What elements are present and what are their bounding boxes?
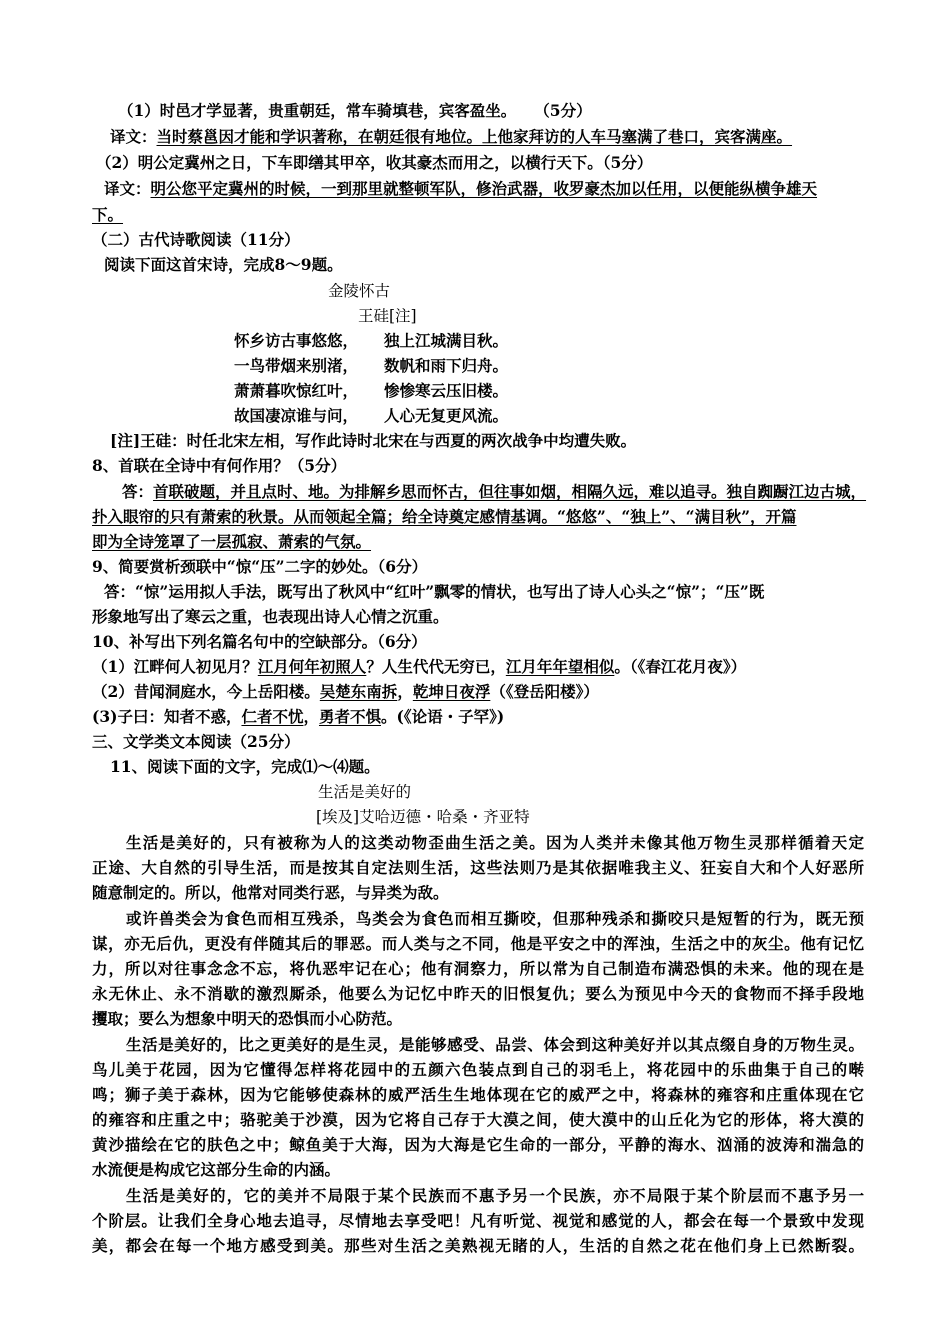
poem-title: 金陵怀古 xyxy=(328,282,391,300)
q10-l3-source: 。(《论语・子罕》) xyxy=(381,707,505,726)
section2-heading: （二）古代诗歌阅读（11分） xyxy=(92,230,300,249)
q8-answer-text1: 首联破题，并且点时、地。为排解乡思而怀古，但往事如烟，相隔久远，难以追寻。独自踟蹰江边古城， xyxy=(153,482,867,501)
q10-l2-prompt: （2）昔闻洞庭水，今上岳阳楼。 xyxy=(92,682,320,701)
article-line: 个阶层。让我们全身心地去追寻，尽情地去享受吧！凡有听觉、视觉和感觉的人，都会在每一个景致中发现 xyxy=(92,1211,864,1230)
q10-l1-mid: ？人生代代无穷已， xyxy=(366,657,506,676)
q10-l3-answer2: 勇者不惧 xyxy=(318,707,381,726)
poem-line-2 xyxy=(234,355,508,377)
article-line: 攫取；要么为想象中明天的恐惧而小心防范。 xyxy=(92,1009,403,1028)
poem-line-2-a: 一鸟带烟来别渚， xyxy=(234,356,359,375)
q7-trans2-continued: 下。 xyxy=(92,205,124,224)
q10-line3 xyxy=(92,706,504,728)
q8-answer-prefix: 答： xyxy=(122,482,154,501)
poem-line-3-a: 萧萧暮吹惊红叶， xyxy=(234,381,359,400)
poem-line-4 xyxy=(234,405,508,427)
q10-l2-answer1: 吴楚东南拆 xyxy=(319,682,398,701)
poem-author: 王硅[注] xyxy=(358,307,417,325)
article-line: 或许兽类会为食色而相互残杀，鸟类会为食色而相互撕咬，但那种残杀和撕咬只是短暂的行为，既无预 xyxy=(126,909,864,928)
poem-line-3-b: 惨惨寒云压旧楼。 xyxy=(384,381,509,400)
q7-item1-score: （5分） xyxy=(534,101,592,120)
article-line: 鸟儿美于花园，因为它懂得怎样将花园中的五颜六色装点到自己的羽毛上，将花园中的乐曲集于自己的啭 xyxy=(92,1060,864,1079)
q8-answer-line1 xyxy=(122,481,866,503)
poem-note: [注]王硅：时任北宋左相，写作此诗时北宋在与西夏的两次战争中均遭失败。 xyxy=(110,431,637,450)
section3-instruction: 11、阅读下面的文字，完成⑴～⑷题。 xyxy=(110,757,380,776)
poem-line-2-b: 数帆和雨下归舟。 xyxy=(384,356,509,375)
article-line: 谋，亦无后仇，更没有伴随其后的罪恶。而人类与之不同，他是平安之中的浑浊，生活之中的灰尘。他有记忆 xyxy=(92,934,864,953)
section2-instruction: 阅读下面这首宋诗，完成8～9题。 xyxy=(104,255,343,274)
poem-line-1-a: 怀乡访古事悠悠， xyxy=(234,331,359,350)
article-line: 永无休止、永不消歇的激烈厮杀，他要么为记忆中昨天的旧恨复仇；要么为预见中今天的食物而不择手段地 xyxy=(92,984,864,1003)
q10-l1-answer1: 江月何年初照人 xyxy=(257,657,367,676)
q10-l2-mid: ， xyxy=(397,682,413,701)
article-line: 生活是美好的，只有被称为人的这类动物歪曲生活之美。因为人类并未像其他万物生灵那样循着天定 xyxy=(126,833,864,852)
article-line: 水流便是构成它这部分生命的内涵。 xyxy=(92,1160,341,1179)
q10-l2-source: （《登岳阳楼》） xyxy=(490,682,599,701)
article-line: 的雍容和庄重之中；骆驼美于沙漠，因为它将自己存于大漠之间，使大漠中的山丘化为它的形体，将大漠的 xyxy=(92,1110,864,1129)
q7-translation1 xyxy=(110,126,792,148)
q7-translation2 xyxy=(104,178,817,200)
article-line: 力，所以对往事念念不忘，将仇恶牢记在心；他有洞察力，所以常为自己制造布满恐惧的未来。他的现在是 xyxy=(92,959,864,978)
article-line: 生活是美好的，它的美并不局限于某个民族而不惠予另一个民族，亦不局限于某个阶层而不惠予另一 xyxy=(126,1186,864,1205)
q10-l3-answer1: 仁者不忧 xyxy=(241,707,304,726)
q10-l3-prompt: (3)子曰：知者不惑， xyxy=(92,707,242,726)
q7-item1-text: （1）时邑才学显著，贵重朝廷，常车骑填巷，宾客盈坐。 xyxy=(118,101,517,120)
poem-line-4-a: 故国凄凉谁与问， xyxy=(234,406,359,425)
q7-item1 xyxy=(118,100,592,122)
q8-question: 8、首联在全诗中有何作用？（5分） xyxy=(92,456,347,475)
article-line: 随意制定的。所以，他常对同类行恶，与异类为敌。 xyxy=(92,883,449,902)
q7-trans1-prefix: 译文： xyxy=(110,127,157,146)
q7-trans2-text: 明公您平定冀州的时候，一到那里就整顿军队，修治武器，收罗豪杰加以任用，以便能纵横争雄天 xyxy=(150,179,818,198)
article-line: 鸣；狮子美于森林，因为它能够使森林的威严活生生地体现在它的威严之中，将森林的雍容和庄重体现在它 xyxy=(92,1085,864,1104)
q9-question: 9、简要赏析颈联中“惊“压”二字的妙处。（6分） xyxy=(92,557,428,576)
article-line: 美，都会在每一个地方感受到美。那些对生活之美熟视无睹的人，生活的自然之花在他们身上已然断裂。 xyxy=(92,1236,864,1255)
q7-item2: （2）明公定冀州之日，下车即缮其甲卒，收其豪杰而用之，以横行天下。（5分） xyxy=(96,153,653,172)
article-author: [埃及]艾哈迈德・哈桑・齐亚特 xyxy=(316,808,530,826)
poem-line-4-b: 人心无复更风流。 xyxy=(384,406,509,425)
q7-trans2-prefix: 译文： xyxy=(104,179,151,198)
article-title: 生活是美好的 xyxy=(318,783,412,801)
poem-line-1-b: 独上江城满目秋。 xyxy=(384,331,509,350)
q9-answer-line2: 形象地写出了寒云之重，也表现出诗人心情之沉重。 xyxy=(92,607,449,626)
q8-answer-line3: 即为全诗笼罩了一层孤寂、萧索的气氛。 xyxy=(92,532,372,551)
poem-line-1 xyxy=(234,330,508,352)
article-line: 黄沙描绘在它的肤色之中；鲸鱼美于大海，因为大海是它生命的一部分，平静的海水、汹涌的波涛和湍急的 xyxy=(92,1135,864,1154)
q10-line2 xyxy=(92,681,599,703)
q9-answer-line1: 答：“惊”运用拟人手法，既写出了秋风中“红叶”飘零的情状，也写出了诗人心头之“惊”；“压”既 xyxy=(104,582,765,601)
q8-answer-line2: 扑入眼帘的只有萧索的秋景。从而领起全篇；给全诗奠定感情基调。“悠悠”、“独上”、“满目秋”，开篇 xyxy=(92,507,797,526)
q10-l3-mid: ， xyxy=(303,707,319,726)
q10-question: 10、补写出下列名篇名句中的空缺部分。（6分） xyxy=(92,632,427,651)
q10-l1-answer2: 江月年年望相似 xyxy=(505,657,615,676)
q10-l2-answer2: 乾坤日夜浮 xyxy=(412,682,491,701)
article-line: 生活是美好的，比之更美好的是生灵，是能够感受、品尝、体会到这种美好并以其点缀自身的万物生灵。 xyxy=(126,1035,864,1054)
q10-l1-prompt: （1）江畔何人初见月？ xyxy=(92,657,258,676)
q10-line1 xyxy=(92,656,746,678)
poem-line-3 xyxy=(234,380,508,402)
article-line: 正途、大自然的引导生活，而是按其自定法则生活，这些法则乃是其依据唯我主义、狂妄自大和个人好恶所 xyxy=(92,858,864,877)
q10-l1-source: 。（《春江花月夜》） xyxy=(614,657,747,676)
q7-trans1-text: 当时蔡邕因才能和学识著称，在朝廷很有地位。上他家拜访的人车马塞满了巷口，宾客满座。 xyxy=(156,127,793,146)
section3-heading: 三、文学类文本阅读（25分） xyxy=(92,732,300,751)
